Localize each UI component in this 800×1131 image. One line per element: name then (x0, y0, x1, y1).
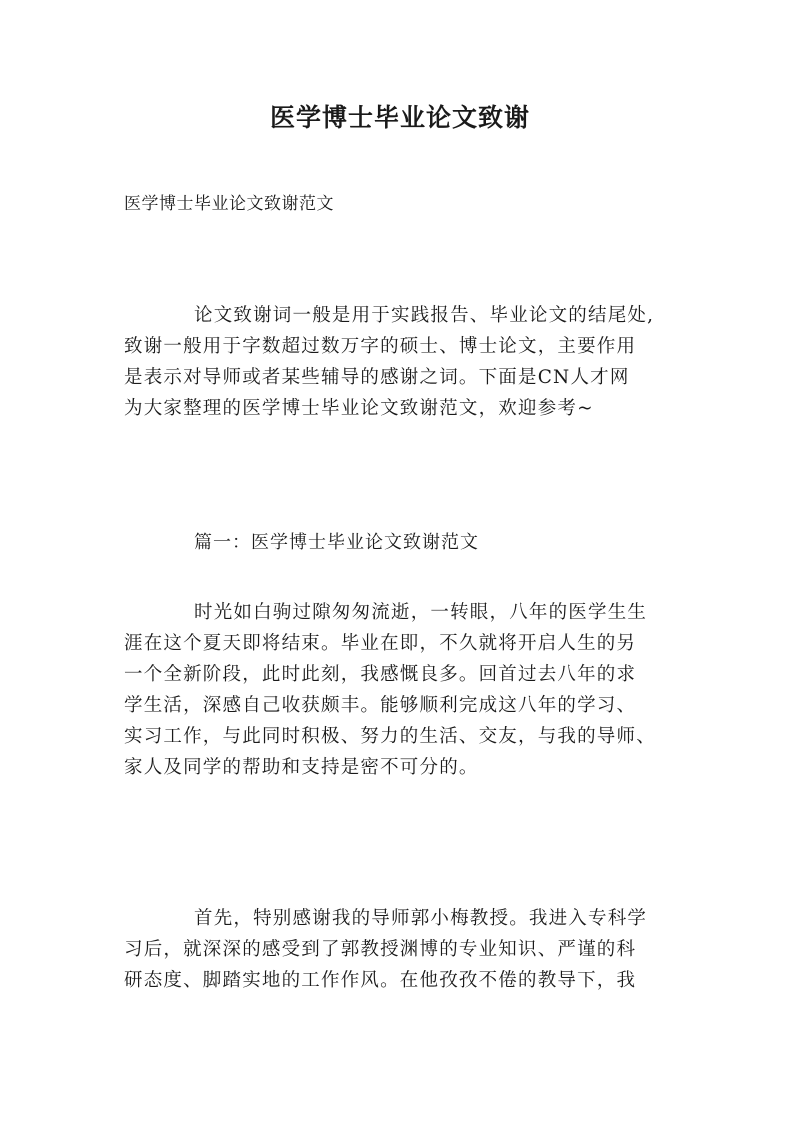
paragraph-line: 研态度、脚踏实地的工作作风。在他孜孜不倦的教导下，我 (124, 970, 637, 991)
paragraph-line: 论文致谢词一般是用于实践报告、毕业论文的结尾处, (194, 305, 655, 326)
section-heading: 篇一：医学博士毕业论文致谢范文 (194, 532, 479, 553)
paragraph-line: 实习工作，与此同时积极、努力的生活、交友，与我的导师、 (124, 726, 656, 747)
paragraph-line: 是表示对导师或者某些辅导的感谢之词。下面是CN人才网 (124, 367, 630, 388)
body-paragraph (124, 903, 684, 996)
paragraph-line: 时光如白驹过隙匆匆流逝，一转眼，八年的医学生生 (194, 602, 648, 623)
paragraph-line: 首先，特别感谢我的导师郭小梅教授。我进入专科学 (194, 908, 648, 929)
document-title: 医学博士毕业论文致谢 (269, 103, 530, 132)
paragraph-line: 涯在这个夏天即将结束。毕业在即，不久就将开启人生的另 (124, 633, 637, 654)
paragraph-line: 为大家整理的医学博士毕业论文致谢范文，欢迎参考~ (124, 398, 594, 419)
document-subtitle: 医学博士毕业论文致谢范文 (124, 194, 334, 214)
intro-paragraph (124, 300, 684, 424)
paragraph-line: 学生活，深感自己收获颇丰。能够顺利完成这八年的学习、 (124, 695, 637, 716)
paragraph-line: 一个全新阶段，此时此刻，我感慨良多。回首过去八年的求 (124, 664, 637, 685)
body-paragraph (124, 597, 684, 783)
paragraph-line: 习后，就深深的感受到了郭教授渊博的专业知识、严谨的科 (124, 939, 637, 960)
paragraph-line: 致谢一般用于字数超过数万字的硕士、博士论文，主要作用 (124, 336, 637, 357)
paragraph-line: 家人及同学的帮助和支持是密不可分的。 (124, 757, 479, 778)
